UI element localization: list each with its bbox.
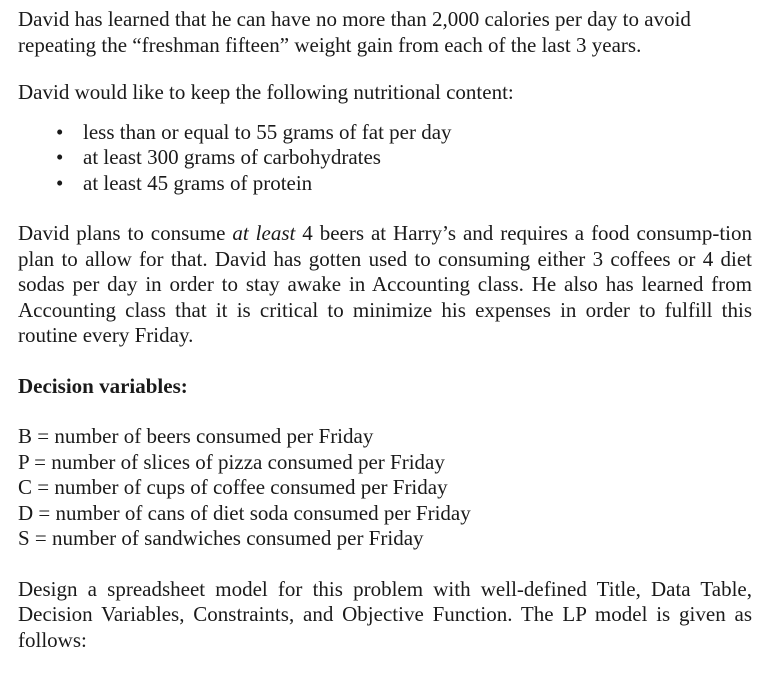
list-item <box>18 120 752 146</box>
intro-line-2: repeating the “freshman fifteen” weight gain from each of the last 3 years. <box>18 32 642 57</box>
plan-text-rest: 4 beers at Harry’s and requires a food consump-tion plan to allow for that. David has gotten used to consuming either 3 coffees or 4 diet sodas per day in order to stay awake in Accounting class. He also has learned from Accounting class that it is critical to minimize his expenses in order to fulfill this routine every Friday. <box>18 221 752 347</box>
decision-variables-heading: Decision variables: <box>18 373 188 398</box>
variable-definition: B = number of beers consumed per Friday <box>18 424 374 448</box>
bullet-icon: • <box>56 119 64 144</box>
nutrition-list <box>18 120 752 197</box>
nutrition-intro: David would like to keep the following nutritional content: <box>18 80 514 104</box>
variable-definition: P = number of slices of pizza consumed per Friday <box>18 449 445 474</box>
intro-line-1: David has learned that he can have no more than 2,000 calories per day to avoid <box>18 7 691 31</box>
plan-paragraph <box>18 221 752 349</box>
list-item <box>18 145 752 171</box>
bullet-icon: • <box>56 170 64 195</box>
design-paragraph: Design a spreadsheet model for this problem with well-defined Title, Data Table, Decision Variables, Constraints, and Objective Function. The LP model is given as follows: <box>18 576 752 652</box>
bullet-text: at least 300 grams of carbohydrates <box>83 145 381 169</box>
intro-paragraph <box>18 7 752 58</box>
bullet-text: less than or equal to 55 grams of fat per day <box>83 119 452 144</box>
bullet-text: at least 45 grams of protein <box>83 170 313 195</box>
variable-definition: D = number of cans of diet soda consumed per Friday <box>18 500 471 525</box>
variable-definition: C = number of cups of coffee consumed per Friday <box>18 475 448 499</box>
variable-definition: S = number of sandwiches consumed per Friday <box>18 526 424 550</box>
list-item <box>18 171 752 197</box>
variables-list <box>18 424 752 552</box>
plan-emphasis: at least <box>232 221 296 245</box>
plan-text-start: David plans to consume <box>18 221 233 245</box>
bullet-icon: • <box>56 145 64 169</box>
